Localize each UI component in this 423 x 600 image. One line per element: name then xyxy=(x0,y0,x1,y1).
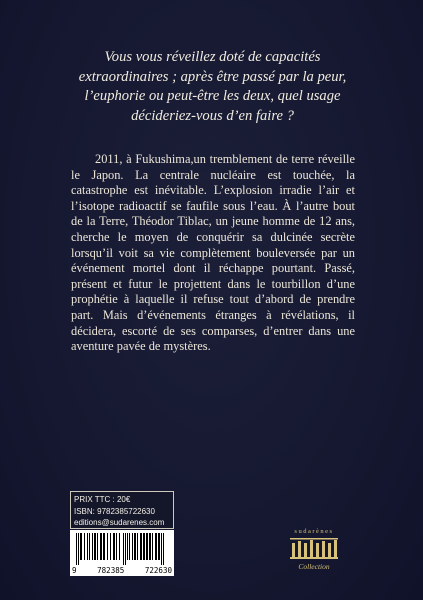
barcode-bar xyxy=(76,533,77,565)
barcode-bar xyxy=(158,533,160,560)
barcode-bar xyxy=(107,533,108,560)
barcode-bar xyxy=(163,533,164,565)
barcode xyxy=(70,530,174,576)
barcode-bar xyxy=(100,533,102,560)
price-isbn-box xyxy=(70,491,174,529)
barcode-group-2: 722630 xyxy=(144,566,172,575)
barcode-bar xyxy=(80,533,82,560)
barcode-bar xyxy=(92,533,93,560)
barcode-bar xyxy=(132,533,133,560)
isbn-label: ISBN: 9782385722630 xyxy=(74,506,155,516)
barcode-bars xyxy=(76,533,168,565)
barcode-bar xyxy=(87,533,88,560)
tagline: Vous vous réveillez doté de capacités extraordinaires ; après être passé par la peur, l’euphorie ou peut-être les deux, quel usage décideriez-vous d’en faire ? xyxy=(78,49,347,124)
publisher-logo xyxy=(287,528,341,574)
barcode-group-1: 782385 xyxy=(97,566,125,575)
price-label: PRIX TTC : 20€ xyxy=(74,495,131,504)
barcode-bar xyxy=(127,533,128,560)
publisher-emblem-icon xyxy=(290,537,338,561)
barcode-bar xyxy=(84,533,85,560)
synopsis-text: 2011, à Fukushima,un tremblement de terre réveille le Japon. La centrale nucléaire est touchée, la catastrophe est inévitable. L’explosion irradie l’air et l’isotope radioactif se faufile sous l’eau. À l’autre bout de la Terre, Théodor Tiblac, un jeune homme de 12 ans, cherche le moyen de conquérir sa dulcinée secrète lorsqu’il voit sa vie complètement bouleversée par un événement mortel dont il réchappe pourtant. Passé, présent et futur le projettent dans le tourbillon d’une prophétie à laquelle il refuse tout d’abord de prendre part. Mais d’événements étranges à révélations, il décidera, escorté de ses comparses, d’entrer dans une aventure pavée de mystères. xyxy=(71,152,355,354)
barcode-bar xyxy=(116,533,117,560)
barcode-bar xyxy=(125,533,126,565)
barcode-bar xyxy=(94,533,96,560)
barcode-bar xyxy=(119,533,120,560)
barcode-bar xyxy=(140,533,142,560)
publisher-email: editions@sudarenes.com xyxy=(74,518,165,527)
barcode-bar xyxy=(155,533,157,560)
publisher-logo-word: sudarènes xyxy=(294,528,334,535)
barcode-bar xyxy=(143,533,145,560)
barcode-bar xyxy=(110,533,111,560)
barcode-lead-digit: 9 xyxy=(72,566,77,575)
barcode-bar xyxy=(134,533,136,560)
barcode-bar xyxy=(137,533,138,560)
barcode-bar xyxy=(149,533,151,560)
collection-label: Collection xyxy=(298,562,330,571)
barcode-bar xyxy=(78,533,79,565)
barcode-bar xyxy=(113,533,115,560)
barcode-bar xyxy=(161,533,162,565)
barcode-bar xyxy=(103,533,105,560)
barcode-digits xyxy=(70,566,174,575)
barcode-bar xyxy=(89,533,90,560)
barcode-bar xyxy=(97,533,98,560)
barcode-bar xyxy=(123,533,124,565)
barcode-bar xyxy=(152,533,153,560)
synopsis xyxy=(71,152,355,355)
barcode-bar xyxy=(129,533,130,560)
barcode-bar xyxy=(146,533,148,560)
